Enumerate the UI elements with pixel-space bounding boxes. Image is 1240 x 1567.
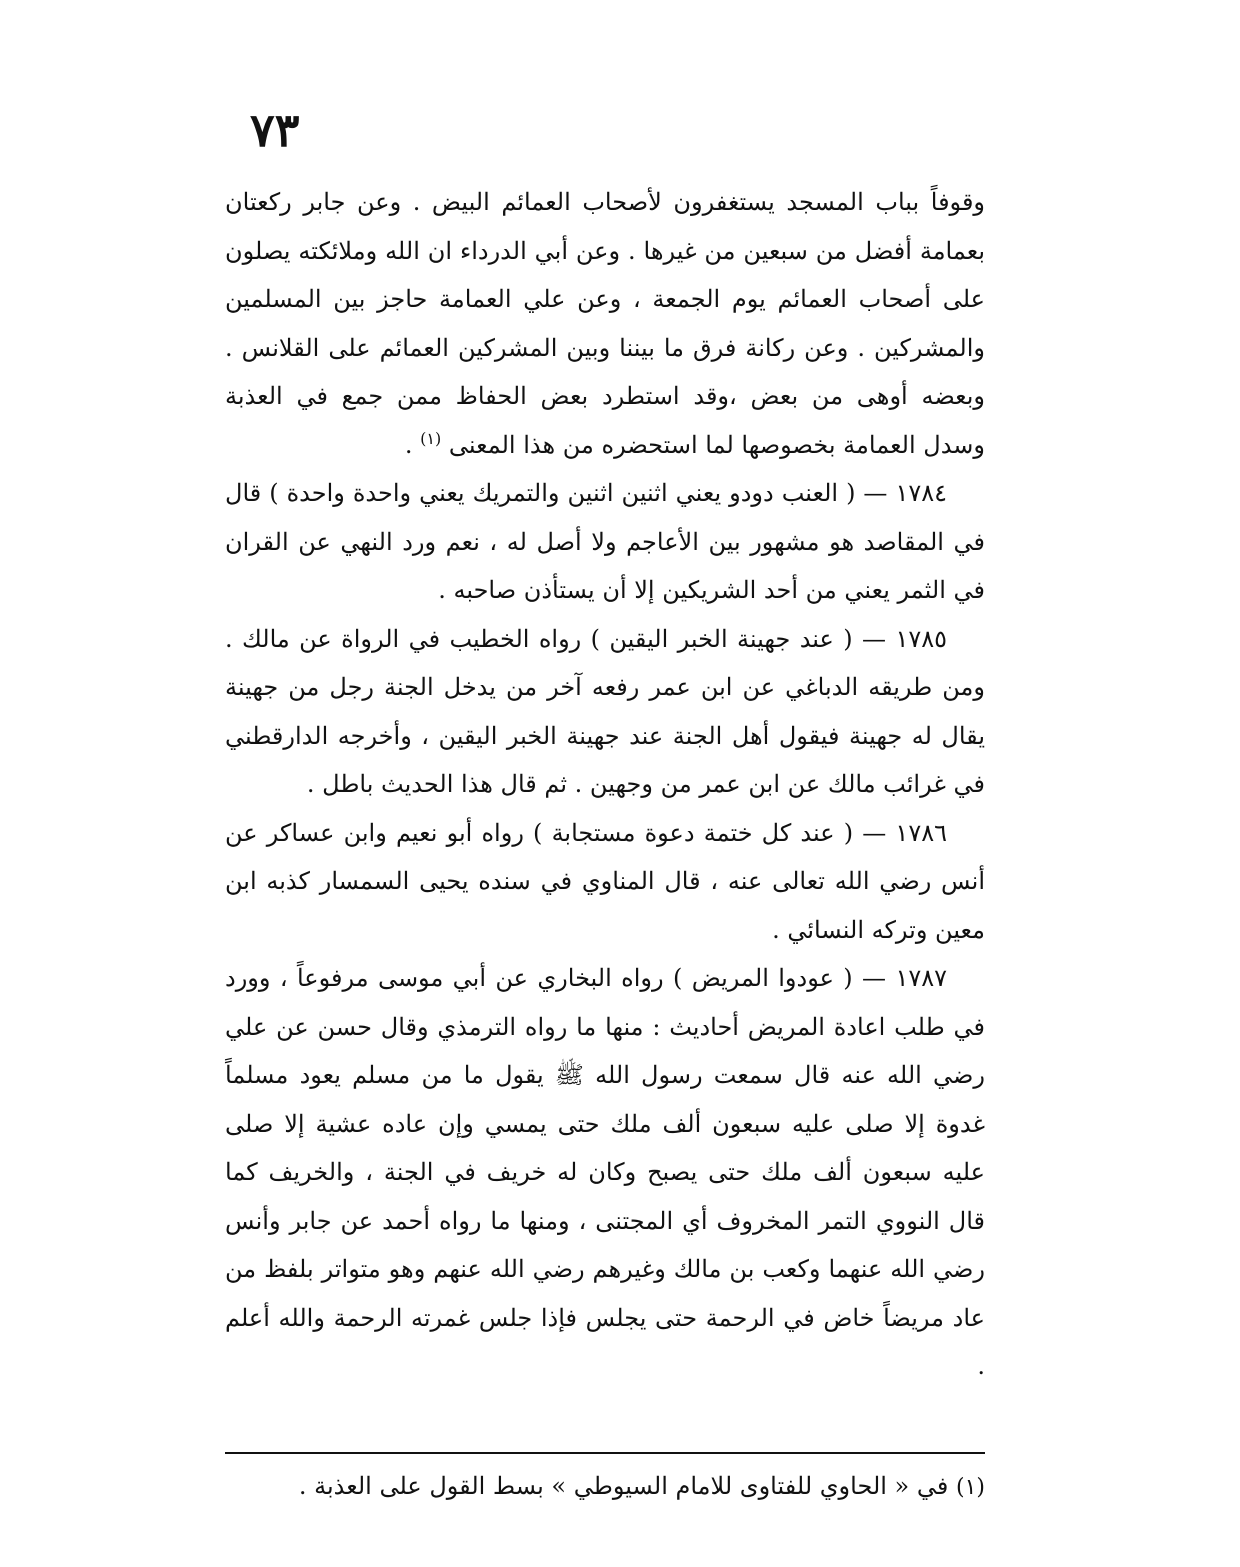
entry-1784 (225, 469, 985, 615)
intro-text: وقوفاً بباب المسجد يستغفرون لأصحاب العمائم البيض . وعن جابر ركعتان بعمامة أفضل من سبعين من غيرها . وعن أبي الدرداء ان الله وملائكته يصلون على أصحاب العمائم يوم الجمعة ، وعن علي العمامة حاجز بين المسلمين والمشركين . وعن ركانة فرق ما بيننا وبين المشركين العمائم على القلانس . وبعضه أوهى من بعض ،وقد استطرد بعض الحفاظ ممن جمع في العذبة وسدل العمامة بخصوصها لما استحضره من هذا المعنى (225, 188, 985, 459)
entry-text: — ( العنب دودو يعني اثنين اثنين والتمريك يعني واحدة واحدة ) قال في المقاصد هو مشهور بين الأعاجم ولا أصل له ، نعم ورد النهي عن القران في الثمر يعني من أحد الشريكين إلا أن يستأذن صاحبه . (225, 479, 985, 604)
entry-text: — ( عند جهينة الخبر اليقين ) رواه الخطيب في الرواة عن مالك . ومن طريقه الدباغي عن ابن عمر رفعه آخر من يدخل الجنة رجل من جهينة يقال له جهينة فيقول أهل الجنة عند جهينة الخبر اليقين ، وأخرجه الدارقطني في غرائب مالك عن ابن عمر من وجهين . ثم قال هذا الحديث باطل . (225, 624, 985, 798)
entry-number: ١٧٨٧ (895, 964, 947, 992)
intro-paragraph (225, 178, 985, 469)
entry-1786 (225, 809, 985, 955)
footnote-divider (225, 1452, 985, 1454)
footnote (225, 1466, 985, 1508)
entry-number: ١٧٨٦ (895, 818, 947, 847)
entry-1785 (225, 615, 985, 809)
entry-number: ١٧٨٥ (895, 624, 947, 653)
entry-text: — ( عودوا المريض ) رواه البخاري عن أبي موسى مرفوعاً ، وورد في طلب اعادة المريض أحاديث : منها ما رواه الترمذي وقال حسن عن علي رضي الله عنه قال سمعت رسول الله ﷺ يقول ما من مسلم يعود مسلماً غدوة إلا صلى عليه سبعون ألف ملك حتى يمسي وإن عاده عشية إلا صلى عليه سبعون ألف ملك حتى يصبح وكان له خريف في الجنة ، والخريف كما قال النووي التمر المخروف أي المجتنى ، ومنها ما رواه أحمد عن جابر وأنس رضي الله عنهما وكعب بن مالك وغيرهم رضي الله عنهم وهو متواتر بلفظ من عاد مريضاً خاض في الرحمة حتى يجلس فإذا جلس غمرته الرحمة والله أعلم . (225, 964, 985, 1380)
main-text (225, 178, 985, 1391)
entry-number: ١٧٨٤ (895, 479, 947, 507)
footnote-text: في « الحاوي للفتاوى للامام السيوطي » بسط القول على العذبة . (298, 1472, 949, 1500)
entry-1787 (225, 954, 985, 1391)
footnote-mark: (١) (955, 1475, 985, 1500)
intro-end: . (404, 430, 421, 459)
page-number: ٧٣ (250, 103, 300, 157)
footnote-reference: (١) (420, 428, 442, 448)
entry-text: — ( عند كل ختمة دعوة مستجابة ) رواه أبو نعيم وابن عساكر عن أنس رضي الله تعالى عنه ، قال المناوي في سنده يحيى السمسار كذبه ابن معين وتركه النسائي . (225, 818, 985, 944)
